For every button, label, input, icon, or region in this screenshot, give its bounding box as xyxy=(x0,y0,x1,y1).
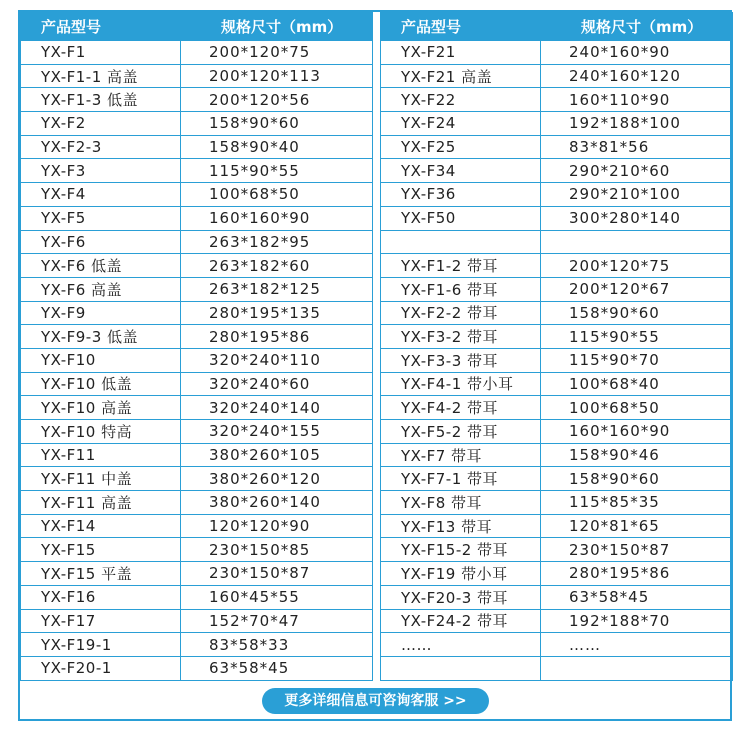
table-row xyxy=(381,467,733,491)
model-cell: YX-F11 高盖 xyxy=(21,491,181,515)
model-cell: YX-F20-1 xyxy=(21,656,181,680)
table-row xyxy=(381,538,733,562)
table-row xyxy=(21,41,373,65)
spec-cell: 263*182*60 xyxy=(181,254,373,278)
table-row xyxy=(381,277,733,301)
model-cell xyxy=(381,230,541,254)
table-row xyxy=(21,277,373,301)
spec-table-left xyxy=(20,12,373,681)
spec-cell: 192*188*100 xyxy=(541,112,733,136)
table-row xyxy=(381,396,733,420)
table-row xyxy=(21,64,373,88)
table-row xyxy=(381,491,733,515)
table-row xyxy=(21,585,373,609)
header-row xyxy=(381,13,733,41)
spec-cell: 320*240*110 xyxy=(181,348,373,372)
spec-cell: 160*45*55 xyxy=(181,585,373,609)
header-model: 产品型号 xyxy=(381,13,541,41)
spec-cell: 320*240*155 xyxy=(181,420,373,444)
left-table-body xyxy=(21,41,373,681)
table-row xyxy=(381,41,733,65)
table-row xyxy=(21,562,373,586)
model-cell: YX-F24 xyxy=(381,112,541,136)
model-cell: YX-F15 xyxy=(21,538,181,562)
table-row xyxy=(21,443,373,467)
spec-cell: 290*210*100 xyxy=(541,183,733,207)
model-cell: YX-F7 带耳 xyxy=(381,443,541,467)
table-row xyxy=(21,159,373,183)
table-row xyxy=(381,112,733,136)
contact-service-button[interactable]: 更多详细信息可咨询客服 >> xyxy=(262,688,489,714)
table-row xyxy=(21,254,373,278)
table-row xyxy=(381,372,733,396)
table-row xyxy=(21,206,373,230)
table-row xyxy=(21,420,373,444)
header-model: 产品型号 xyxy=(21,13,181,41)
table-row xyxy=(21,325,373,349)
model-cell: YX-F6 低盖 xyxy=(21,254,181,278)
table-row xyxy=(381,443,733,467)
spec-cell: 320*240*60 xyxy=(181,372,373,396)
spec-cell: 230*150*85 xyxy=(181,538,373,562)
table-row xyxy=(21,348,373,372)
table-row xyxy=(21,514,373,538)
model-cell: YX-F20-3 带耳 xyxy=(381,585,541,609)
model-cell: YX-F22 xyxy=(381,88,541,112)
spec-cell: 300*280*140 xyxy=(541,206,733,230)
model-cell: YX-F15-2 带耳 xyxy=(381,538,541,562)
table-row xyxy=(21,88,373,112)
spec-cell: 115*85*35 xyxy=(541,491,733,515)
table-row xyxy=(381,562,733,586)
spec-cell: 158*90*60 xyxy=(541,467,733,491)
model-cell: YX-F4-2 带耳 xyxy=(381,396,541,420)
spec-cell: 158*90*60 xyxy=(541,301,733,325)
model-cell: YX-F2 xyxy=(21,112,181,136)
table-row xyxy=(381,325,733,349)
spec-cell: 152*70*47 xyxy=(181,609,373,633)
table-row xyxy=(381,420,733,444)
model-cell: YX-F1-3 低盖 xyxy=(21,88,181,112)
spec-cell: 120*81*65 xyxy=(541,514,733,538)
spec-cell: 158*90*40 xyxy=(181,135,373,159)
model-cell: YX-F11 中盖 xyxy=(21,467,181,491)
spec-cell: 280*195*135 xyxy=(181,301,373,325)
spec-cell xyxy=(541,230,733,254)
table-row xyxy=(381,135,733,159)
spec-cell: 200*120*75 xyxy=(181,41,373,65)
table-row xyxy=(381,206,733,230)
model-cell: YX-F25 xyxy=(381,135,541,159)
model-cell: YX-F1-1 高盖 xyxy=(21,64,181,88)
spec-cell: 230*150*87 xyxy=(181,562,373,586)
table-row xyxy=(381,254,733,278)
spec-cell: 230*150*87 xyxy=(541,538,733,562)
spec-cell: 320*240*140 xyxy=(181,396,373,420)
spec-cell: 63*58*45 xyxy=(541,585,733,609)
spec-cell: 83*58*33 xyxy=(181,633,373,657)
spec-cell: 120*120*90 xyxy=(181,514,373,538)
spec-cell: 115*90*55 xyxy=(181,159,373,183)
spec-cell: 158*90*60 xyxy=(181,112,373,136)
model-cell: YX-F8 带耳 xyxy=(381,491,541,515)
model-cell: YX-F9-3 低盖 xyxy=(21,325,181,349)
model-cell: …… xyxy=(381,633,541,657)
spec-cell: 200*120*56 xyxy=(181,88,373,112)
spec-cell: 115*90*55 xyxy=(541,325,733,349)
model-cell: YX-F21 xyxy=(381,41,541,65)
model-cell: YX-F21 高盖 xyxy=(381,64,541,88)
spec-cell: 63*58*45 xyxy=(181,656,373,680)
spec-cell: 100*68*50 xyxy=(541,396,733,420)
spec-cell: 263*182*95 xyxy=(181,230,373,254)
right-table-body xyxy=(381,41,733,681)
table-row xyxy=(381,609,733,633)
table-row xyxy=(21,230,373,254)
spec-cell: 115*90*70 xyxy=(541,348,733,372)
spec-cell: 83*81*56 xyxy=(541,135,733,159)
model-cell: YX-F15 平盖 xyxy=(21,562,181,586)
spec-cell: 280*195*86 xyxy=(181,325,373,349)
spec-cell: 240*160*120 xyxy=(541,64,733,88)
table-row xyxy=(21,467,373,491)
spec-cell: 160*110*90 xyxy=(541,88,733,112)
model-cell: YX-F6 高盖 xyxy=(21,277,181,301)
spec-table-right xyxy=(380,12,733,681)
model-cell: YX-F11 xyxy=(21,443,181,467)
model-cell: YX-F10 xyxy=(21,348,181,372)
spec-cell: 200*120*113 xyxy=(181,64,373,88)
model-cell xyxy=(381,656,541,680)
table-row xyxy=(21,396,373,420)
table-row xyxy=(21,135,373,159)
model-cell: YX-F10 特高 xyxy=(21,420,181,444)
model-cell: YX-F5-2 带耳 xyxy=(381,420,541,444)
spec-cell xyxy=(541,656,733,680)
spec-cell: 100*68*40 xyxy=(541,372,733,396)
spec-cell: 380*260*140 xyxy=(181,491,373,515)
spec-cell: 290*210*60 xyxy=(541,159,733,183)
model-cell: YX-F3 xyxy=(21,159,181,183)
table-row xyxy=(21,609,373,633)
table-row xyxy=(21,538,373,562)
spec-cell: 160*160*90 xyxy=(541,420,733,444)
model-cell: YX-F3-3 带耳 xyxy=(381,348,541,372)
model-cell: YX-F4-1 带小耳 xyxy=(381,372,541,396)
model-cell: YX-F16 xyxy=(21,585,181,609)
model-cell: YX-F36 xyxy=(381,183,541,207)
model-cell: YX-F17 xyxy=(21,609,181,633)
model-cell: YX-F5 xyxy=(21,206,181,230)
table-row xyxy=(381,656,733,680)
header-spec: 规格尺寸（mm） xyxy=(541,13,733,41)
spec-cell: 160*160*90 xyxy=(181,206,373,230)
header-row xyxy=(21,13,373,41)
model-cell: YX-F1-2 带耳 xyxy=(381,254,541,278)
table-row xyxy=(21,656,373,680)
table-row xyxy=(381,348,733,372)
model-cell: YX-F14 xyxy=(21,514,181,538)
model-cell: YX-F3-2 带耳 xyxy=(381,325,541,349)
spec-cell: 380*260*120 xyxy=(181,467,373,491)
model-cell: YX-F10 高盖 xyxy=(21,396,181,420)
spec-cell: 280*195*86 xyxy=(541,562,733,586)
model-cell: YX-F7-1 带耳 xyxy=(381,467,541,491)
table-row xyxy=(381,301,733,325)
model-cell: YX-F19-1 xyxy=(21,633,181,657)
table-row xyxy=(381,183,733,207)
table-row xyxy=(381,88,733,112)
table-row xyxy=(21,301,373,325)
spec-cell: …… xyxy=(541,633,733,657)
model-cell: YX-F1 xyxy=(21,41,181,65)
table-row xyxy=(21,372,373,396)
table-row xyxy=(21,491,373,515)
header-spec: 规格尺寸（mm） xyxy=(181,13,373,41)
table-row xyxy=(381,159,733,183)
table-row xyxy=(381,585,733,609)
table-row xyxy=(381,633,733,657)
model-cell: YX-F2-2 带耳 xyxy=(381,301,541,325)
table-row xyxy=(381,64,733,88)
table-row xyxy=(21,112,373,136)
model-cell: YX-F2-3 xyxy=(21,135,181,159)
spec-cell: 380*260*105 xyxy=(181,443,373,467)
model-cell: YX-F24-2 带耳 xyxy=(381,609,541,633)
model-cell: YX-F10 低盖 xyxy=(21,372,181,396)
spec-cell: 200*120*75 xyxy=(541,254,733,278)
model-cell: YX-F19 带小耳 xyxy=(381,562,541,586)
model-cell: YX-F50 xyxy=(381,206,541,230)
spec-cell: 200*120*67 xyxy=(541,277,733,301)
model-cell: YX-F13 带耳 xyxy=(381,514,541,538)
table-row xyxy=(21,183,373,207)
model-cell: YX-F34 xyxy=(381,159,541,183)
model-cell: YX-F1-6 带耳 xyxy=(381,277,541,301)
model-cell: YX-F4 xyxy=(21,183,181,207)
spec-cell: 240*160*90 xyxy=(541,41,733,65)
spec-cell: 263*182*125 xyxy=(181,277,373,301)
spec-cell: 100*68*50 xyxy=(181,183,373,207)
model-cell: YX-F6 xyxy=(21,230,181,254)
table-row xyxy=(21,633,373,657)
spec-cell: 158*90*46 xyxy=(541,443,733,467)
model-cell: YX-F9 xyxy=(21,301,181,325)
spec-cell: 192*188*70 xyxy=(541,609,733,633)
table-row xyxy=(381,230,733,254)
table-row xyxy=(381,514,733,538)
